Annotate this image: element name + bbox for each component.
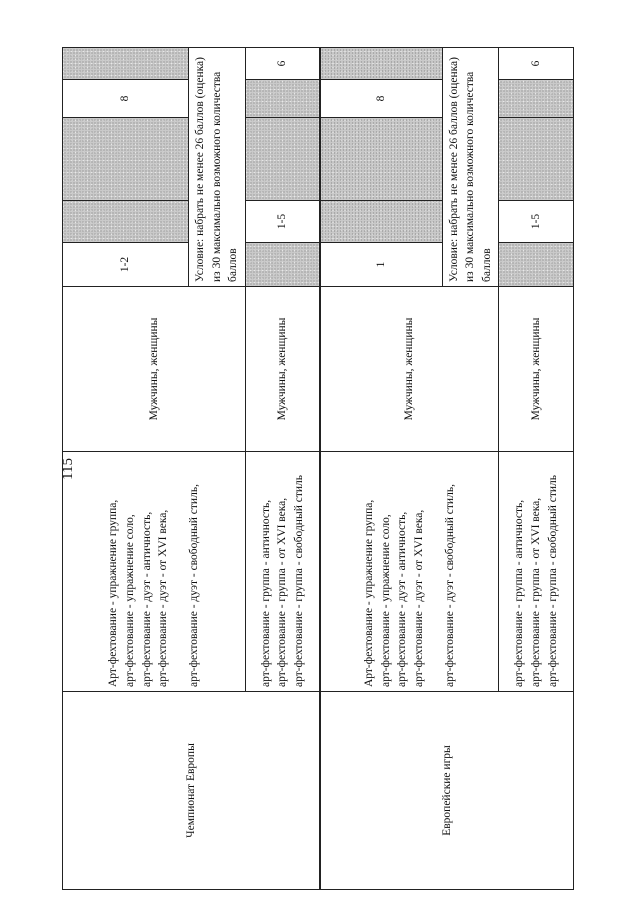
discipline-line: арт-фехтование - упражнение соло, (124, 514, 137, 687)
shaded-cell (63, 118, 189, 201)
discipline-line: арт-фехтование - упражнение соло, (379, 514, 392, 687)
shaded-cell (499, 118, 574, 201)
discipline-line: арт-фехтование - группа - от XVI века, (529, 497, 542, 687)
table-row (320, 48, 442, 890)
discipline-line: арт-фехтование - дуэт - от XVI века, (157, 509, 170, 687)
place-cell: 1-5 (246, 201, 320, 243)
disciplines-cell (499, 452, 574, 692)
competition-name: Европейские игры (320, 692, 573, 890)
shaded-cell (246, 118, 320, 201)
gender-cell: Мужчины, женщины (320, 287, 499, 452)
value-cell: 6 (499, 48, 574, 80)
disciplines-cell (246, 452, 320, 692)
place-cell: 1 (320, 243, 442, 287)
shaded-cell (63, 48, 189, 80)
discipline-line: арт-фехтование - группа - свободный стиль (292, 475, 305, 687)
discipline-line: Арт-фехтование - упражнение группа, (363, 499, 376, 687)
discipline-line: арт-фехтование - дуэт - свободный стиль, (443, 484, 456, 687)
condition-text: Условие: набрать не менее 26 баллов (оценка) из 30 максимально возможного количества баллов (189, 48, 246, 287)
value-cell: 6 (246, 48, 320, 80)
discipline-line: арт-фехтование - дуэт - от XVI века, (413, 509, 426, 687)
discipline-line: арт-фехтование - дуэт - античность, (140, 511, 153, 687)
value-cell: 8 (320, 80, 442, 118)
disciplines-cell (320, 452, 499, 692)
discipline-line: арт-фехтование - группа - свободный стиль (546, 475, 559, 687)
discipline-line: Арт-фехтование - упражнение группа, (107, 499, 120, 687)
discipline-line: арт-фехтование - дуэт - античность, (396, 511, 409, 687)
page-number: 115 (60, 458, 76, 480)
discipline-line: арт-фехтование - группа - античность, (259, 499, 272, 687)
shaded-cell (499, 80, 574, 118)
shaded-cell (63, 201, 189, 243)
gender-cell: Мужчины, женщины (246, 287, 320, 452)
gender-cell: Мужчины, женщины (63, 287, 246, 452)
shaded-cell (246, 243, 320, 287)
place-cell: 1-5 (499, 201, 574, 243)
condition-text: Условие: набрать не менее 26 баллов (оценка) из 30 максимально возможного количества баллов (442, 48, 499, 287)
shaded-cell (320, 201, 442, 243)
competition-name: Чемпионат Европы (63, 692, 321, 890)
shaded-cell (246, 80, 320, 118)
place-cell: 1-2 (63, 243, 189, 287)
discipline-line: арт-фехтование - дуэт - свободный стиль, (188, 484, 201, 687)
table-row (63, 48, 189, 890)
disciplines-cell (63, 452, 246, 692)
shaded-cell (320, 118, 442, 201)
shaded-cell (499, 243, 574, 287)
discipline-line: арт-фехтование - группа - от XVI века, (276, 497, 289, 687)
value-cell: 8 (63, 80, 189, 118)
gender-cell: Мужчины, женщины (499, 287, 574, 452)
requirements-table (62, 47, 574, 890)
shaded-cell (320, 48, 442, 80)
discipline-line: арт-фехтование - группа - античность, (513, 499, 526, 687)
rotated-table-sheet (62, 48, 574, 890)
